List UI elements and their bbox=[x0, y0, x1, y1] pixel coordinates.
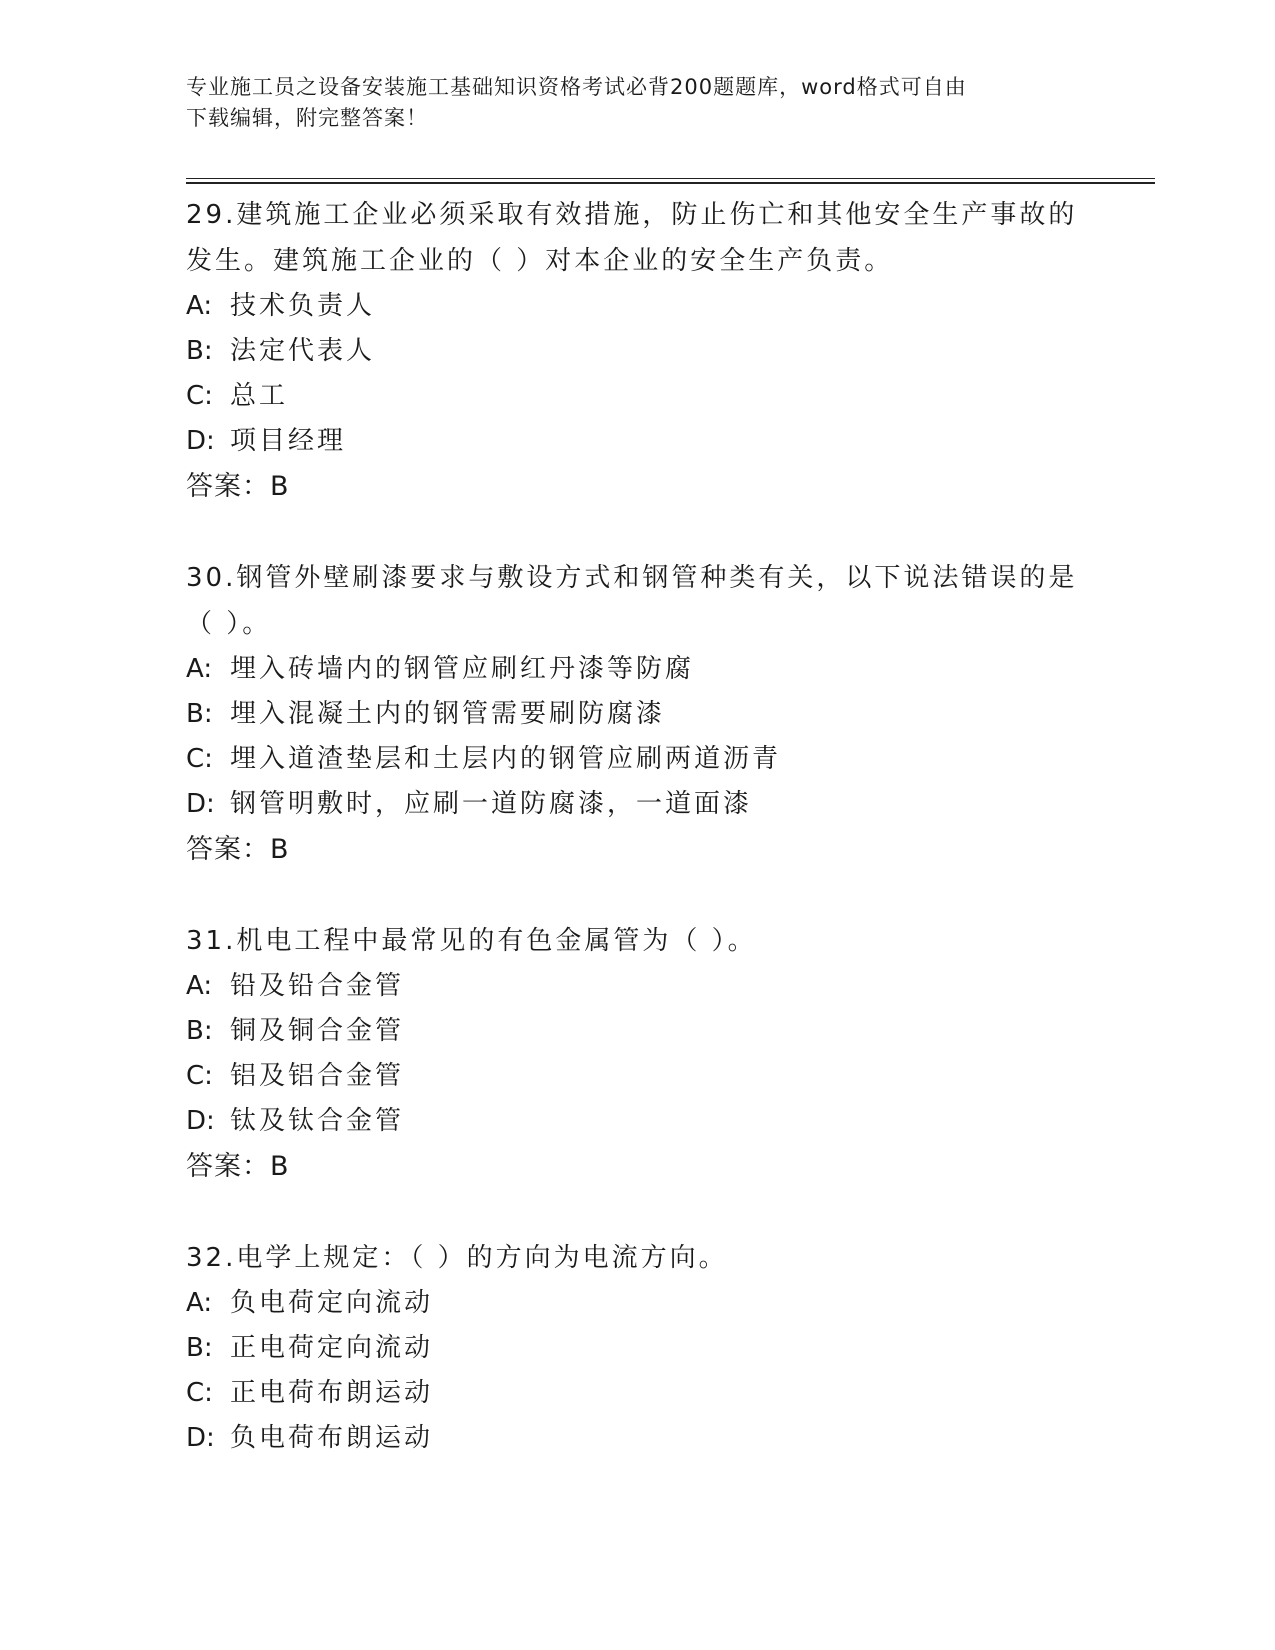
option-c bbox=[186, 737, 1086, 782]
answer-line: 答案：B bbox=[186, 471, 290, 502]
option-text: 正电荷布朗运动 bbox=[230, 1378, 434, 1408]
option-letter: B: bbox=[186, 1016, 213, 1046]
option-letter: C: bbox=[186, 1061, 213, 1091]
option-letter: A: bbox=[186, 654, 213, 684]
option-letter: C: bbox=[186, 381, 213, 411]
answer-line: 答案：B bbox=[186, 1151, 290, 1182]
header-divider-thick bbox=[186, 182, 1155, 184]
option-letter: D: bbox=[186, 426, 215, 456]
option-b bbox=[186, 1009, 1086, 1054]
option-letter: D: bbox=[186, 789, 215, 819]
option-b bbox=[186, 1326, 1086, 1371]
option-c bbox=[186, 1054, 1086, 1099]
option-a bbox=[186, 964, 1086, 1009]
option-text: 埋入道渣垫层和土层内的钢管应刷两道沥青 bbox=[230, 744, 782, 774]
option-text: 负电荷布朗运动 bbox=[230, 1423, 434, 1453]
question-32 bbox=[186, 1235, 1086, 1461]
option-letter: B: bbox=[186, 699, 213, 729]
option-text: 负电荷定向流动 bbox=[230, 1288, 434, 1318]
question-29 bbox=[186, 192, 1086, 510]
option-text: 钢管明敷时，应刷一道防腐漆，一道面漆 bbox=[230, 789, 753, 819]
option-text: 铜及铜合金管 bbox=[230, 1016, 405, 1046]
option-letter: A: bbox=[186, 291, 213, 321]
option-a bbox=[186, 647, 1086, 692]
option-d bbox=[186, 782, 1086, 827]
option-text: 法定代表人 bbox=[230, 336, 376, 366]
question-stem: 29.建筑施工企业必须采取有效措施，防止伤亡和其他安全生产事故的发生。建筑施工企业的（ ）对本企业的安全生产负责。 bbox=[186, 200, 1078, 276]
option-letter: C: bbox=[186, 1378, 213, 1408]
option-text: 埋入砖墙内的钢管应刷红丹漆等防腐 bbox=[230, 654, 695, 684]
option-a bbox=[186, 284, 1086, 329]
document-header bbox=[186, 72, 1086, 134]
answer-line: 答案：B bbox=[186, 834, 290, 865]
header-divider-thin bbox=[186, 178, 1155, 179]
option-letter: D: bbox=[186, 1423, 215, 1453]
option-text: 钛及钛合金管 bbox=[230, 1106, 405, 1136]
question-stem: 31.机电工程中最常见的有色金属管为（ ）。 bbox=[186, 926, 757, 956]
option-text: 技术负责人 bbox=[230, 291, 376, 321]
question-stem: 30.钢管外壁刷漆要求与敷设方式和钢管种类有关，以下说法错误的是（ ）。 bbox=[186, 563, 1078, 639]
question-30 bbox=[186, 555, 1086, 873]
option-letter: A: bbox=[186, 1288, 213, 1318]
option-text: 铝及铝合金管 bbox=[230, 1061, 405, 1091]
option-letter: B: bbox=[186, 1333, 213, 1363]
header-line-1: 专业施工员之设备安装施工基础知识资格考试必背200题题库，word格式可自由 bbox=[186, 75, 967, 99]
option-letter: C: bbox=[186, 744, 213, 774]
option-letter: A: bbox=[186, 971, 213, 1001]
option-d bbox=[186, 1416, 1086, 1461]
option-d bbox=[186, 419, 1086, 464]
option-text: 埋入混凝土内的钢管需要刷防腐漆 bbox=[230, 699, 666, 729]
option-letter: B: bbox=[186, 336, 213, 366]
option-text: 项目经理 bbox=[230, 426, 347, 456]
option-text: 正电荷定向流动 bbox=[230, 1333, 434, 1363]
option-b bbox=[186, 329, 1086, 374]
option-b bbox=[186, 692, 1086, 737]
option-text: 铅及铅合金管 bbox=[230, 971, 405, 1001]
option-text: 总工 bbox=[230, 381, 289, 411]
option-d bbox=[186, 1099, 1086, 1144]
question-31 bbox=[186, 918, 1086, 1190]
question-list bbox=[186, 192, 1086, 1506]
option-a bbox=[186, 1281, 1086, 1326]
option-letter: D: bbox=[186, 1106, 215, 1136]
option-c bbox=[186, 1371, 1086, 1416]
option-c bbox=[186, 374, 1086, 419]
header-line-2: 下载编辑，附完整答案！ bbox=[186, 106, 428, 130]
question-stem: 32.电学上规定：（ ）的方向为电流方向。 bbox=[186, 1243, 728, 1273]
